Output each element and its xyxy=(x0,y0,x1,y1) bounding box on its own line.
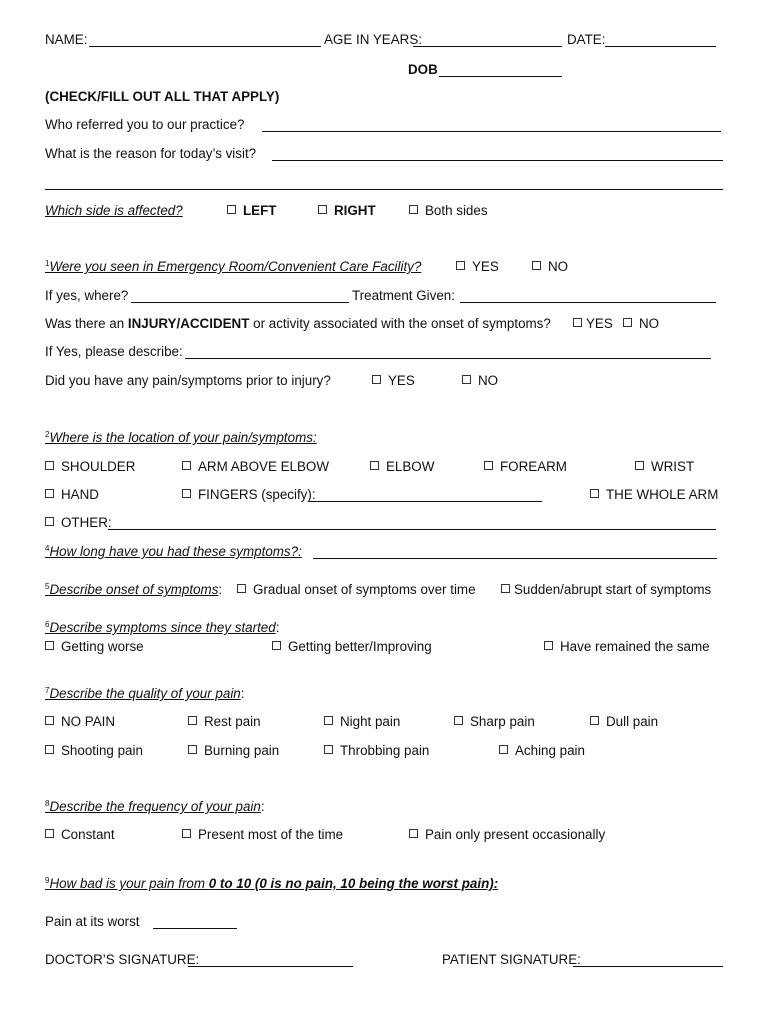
pain-scale-question: $^9$How bad is your pain from 0 to 10 (0 is no pain, 10 being the worst pain): xyxy=(45,876,499,891)
patient-signature-field[interactable] xyxy=(573,966,723,967)
pain-worst-field[interactable] xyxy=(153,928,237,929)
quality-shooting-pain-option[interactable]: Shooting pain xyxy=(45,743,143,758)
checkbox[interactable] xyxy=(462,375,471,384)
dob-label: DOB xyxy=(408,62,438,77)
checkbox[interactable] xyxy=(237,584,246,593)
duration-field[interactable] xyxy=(313,558,717,559)
side-right-option[interactable]: RIGHT xyxy=(318,203,376,218)
doctor-signature-label: DOCTOR’S SIGNATURE: xyxy=(45,952,200,967)
checkbox[interactable] xyxy=(499,745,508,754)
checkbox[interactable] xyxy=(318,205,327,214)
checkbox[interactable] xyxy=(324,716,333,725)
age-label: AGE IN YEARS: xyxy=(324,32,422,47)
duration-question: $^4$How long have you had these symptoms?: xyxy=(45,544,302,559)
reason-label: What is the reason for today’s visit? xyxy=(45,146,257,161)
checkbox[interactable] xyxy=(227,205,236,214)
doctor-signature-field[interactable] xyxy=(188,966,353,967)
checkbox[interactable] xyxy=(182,461,191,470)
frequency-constant-option[interactable]: Constant xyxy=(45,827,115,842)
injury-question: Was there an INJURY/ACCIDENT or activity associated with the onset of symptoms? xyxy=(45,316,551,331)
checkbox[interactable] xyxy=(456,261,465,270)
onset-sudden-option[interactable]: Sudden/abrupt start of symptoms xyxy=(501,582,711,597)
checkbox[interactable] xyxy=(372,375,381,384)
pain-worst-label: Pain at its worst xyxy=(45,914,140,929)
checkbox[interactable] xyxy=(484,461,493,470)
fingers-field[interactable] xyxy=(309,501,542,502)
er-where-label: If yes, where? xyxy=(45,288,129,303)
quality-rest-pain-option[interactable]: Rest pain xyxy=(188,714,261,729)
checkbox[interactable] xyxy=(370,461,379,470)
quality-night-pain-option[interactable]: Night pain xyxy=(324,714,400,729)
checkbox[interactable] xyxy=(409,829,418,838)
side-left-option[interactable]: LEFT xyxy=(227,203,276,218)
er-yes-option[interactable]: YES xyxy=(456,259,499,274)
checkbox[interactable] xyxy=(623,318,632,327)
checkbox[interactable] xyxy=(573,318,582,327)
quality-burning-pain-option[interactable]: Burning pain xyxy=(188,743,279,758)
progress-worse-option[interactable]: Getting worse xyxy=(45,639,144,654)
other-field[interactable] xyxy=(108,529,716,530)
checkbox[interactable] xyxy=(182,829,191,838)
checkbox[interactable] xyxy=(45,745,54,754)
prior-yes-option[interactable]: YES xyxy=(372,373,415,388)
quality-aching-pain-option[interactable]: Aching pain xyxy=(499,743,585,758)
prior-question: Did you have any pain/symptoms prior to injury? xyxy=(45,373,331,388)
location-whole-arm-option[interactable]: THE WHOLE ARM xyxy=(590,487,718,502)
location-fingers-option[interactable]: FINGERS (specify): xyxy=(182,487,316,502)
checkbox[interactable] xyxy=(544,641,553,650)
progress-question: $^6$Describe symptoms since they started: xyxy=(45,620,280,635)
checkbox[interactable] xyxy=(272,641,281,650)
date-field[interactable] xyxy=(605,46,716,47)
instruction-text: (CHECK/FILL OUT ALL THAT APPLY) xyxy=(45,89,280,104)
onset-gradual-option[interactable]: Gradual onset of symptoms over time xyxy=(237,582,476,597)
er-question: $^1$Were you seen in Emergency Room/Convenient Care Facility? xyxy=(45,259,422,274)
checkbox[interactable] xyxy=(590,489,599,498)
er-no-option[interactable]: NO xyxy=(532,259,568,274)
location-shoulder-option[interactable]: SHOULDER xyxy=(45,459,135,474)
er-where-field[interactable] xyxy=(131,302,349,303)
progress-better-option[interactable]: Getting better/Improving xyxy=(272,639,432,654)
reason-field[interactable] xyxy=(272,160,723,161)
checkbox[interactable] xyxy=(45,489,54,498)
checkbox[interactable] xyxy=(409,205,418,214)
checkbox[interactable] xyxy=(590,716,599,725)
patient-signature-label: PATIENT SIGNATURE: xyxy=(442,952,581,967)
quality-sharp-pain-option[interactable]: Sharp pain xyxy=(454,714,535,729)
dob-field[interactable] xyxy=(439,76,562,77)
checkbox[interactable] xyxy=(532,261,541,270)
onset-question: $^5$Describe onset of symptoms: xyxy=(45,582,223,597)
checkbox[interactable] xyxy=(454,716,463,725)
quality-no-pain-option[interactable]: NO PAIN xyxy=(45,714,115,729)
checkbox[interactable] xyxy=(635,461,644,470)
checkbox[interactable] xyxy=(45,461,54,470)
checkbox[interactable] xyxy=(501,584,510,593)
injury-describe-field[interactable] xyxy=(185,358,711,359)
location-arm-above-elbow-option[interactable]: ARM ABOVE ELBOW xyxy=(182,459,329,474)
checkbox[interactable] xyxy=(188,745,197,754)
checkbox[interactable] xyxy=(45,517,54,526)
reason-field-continued[interactable] xyxy=(45,189,723,190)
quality-dull-pain-option[interactable]: Dull pain xyxy=(590,714,658,729)
location-forearm-option[interactable]: FOREARM xyxy=(484,459,567,474)
name-label: NAME: xyxy=(45,32,88,47)
referred-field[interactable] xyxy=(262,131,721,132)
injury-yes-option[interactable]: YES xyxy=(573,316,613,331)
side-question: Which side is affected? xyxy=(45,203,183,218)
referred-label: Who referred you to our practice? xyxy=(45,117,245,132)
prior-no-option[interactable]: NO xyxy=(462,373,498,388)
checkbox[interactable] xyxy=(45,829,54,838)
frequency-question: $^8$Describe the frequency of your pain: xyxy=(45,799,265,814)
location-wrist-option[interactable]: WRIST xyxy=(635,459,694,474)
date-label: DATE: xyxy=(567,32,606,47)
side-both-option[interactable]: Both sides xyxy=(409,203,488,218)
quality-throbbing-pain-option[interactable]: Throbbing pain xyxy=(324,743,429,758)
injury-describe-label: If Yes, please describe: xyxy=(45,344,183,359)
treatment-field[interactable] xyxy=(460,302,716,303)
location-question: $^2$Where is the location of your pain/symptoms: xyxy=(45,430,317,445)
frequency-most-option[interactable]: Present most of the time xyxy=(182,827,343,842)
checkbox[interactable] xyxy=(324,745,333,754)
checkbox[interactable] xyxy=(45,641,54,650)
location-elbow-option[interactable]: ELBOW xyxy=(370,459,434,474)
location-other-option[interactable]: OTHER: xyxy=(45,515,112,530)
location-hand-option[interactable]: HAND xyxy=(45,487,99,502)
frequency-occasional-option[interactable]: Pain only present occasionally xyxy=(409,827,605,842)
quality-question: $^7$Describe the quality of your pain: xyxy=(45,686,245,701)
age-field[interactable] xyxy=(413,46,562,47)
progress-same-option[interactable]: Have remained the same xyxy=(544,639,710,654)
checkbox[interactable] xyxy=(182,489,191,498)
checkbox[interactable] xyxy=(45,716,54,725)
checkbox[interactable] xyxy=(188,716,197,725)
injury-no-option[interactable]: NO xyxy=(623,316,659,331)
treatment-label: Treatment Given: xyxy=(352,288,455,303)
name-field[interactable] xyxy=(89,46,321,47)
